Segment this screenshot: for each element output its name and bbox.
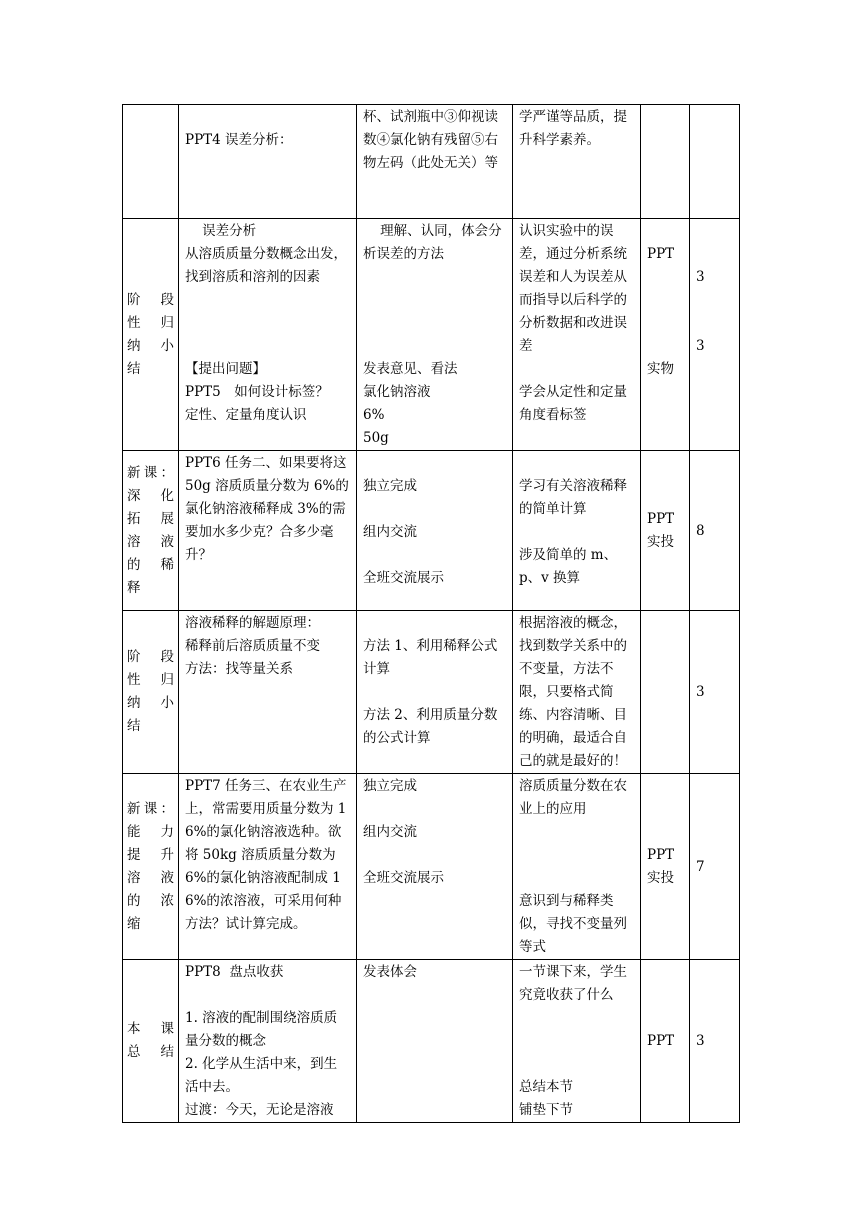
media-cell: PPT: [641, 960, 690, 1123]
content-cell: PPT6 任务二、如果要将这 50g 溶质质量分数为 6%的氯化钠溶液稀释成 3%的需要加水多少克？合多少毫升？: [179, 451, 357, 611]
time-cell: 3: [690, 611, 740, 774]
content-cell: PPT8 盘点收获 1. 溶液的配制围绕溶质质量分数的概念 2. 化学从生活中来，到生活中去。 过渡：今天，无论是溶液: [179, 960, 357, 1123]
time-cell: 8: [690, 451, 740, 611]
student-activity-cell: 独立完成 组内交流 全班交流展示: [357, 451, 513, 611]
table-row: [123, 611, 740, 774]
student-activity-cell: 独立完成 组内交流 全班交流展示: [357, 774, 513, 960]
stage-cell: 阶 段 性 归 纳 小 结: [123, 611, 179, 774]
table-row: [123, 451, 740, 611]
media-cell: PPT 实物: [641, 219, 690, 451]
stage-cell: 本 课 总结: [123, 960, 179, 1123]
media-cell: PPT 实投: [641, 774, 690, 960]
student-activity-cell: 方法 1、利用稀释公式计算 方法 2、利用质量分数的公式计算: [357, 611, 513, 774]
time-cell: 7: [690, 774, 740, 960]
media-cell: PPT 实投: [641, 451, 690, 611]
table-row: [123, 960, 740, 1123]
stage-cell: 新课： 能 力 提 升 溶 液 的 浓 缩: [123, 774, 179, 960]
content-cell: PPT7 任务三、在农业生产上，常需要用质量分数为 16%的氯化钠溶液选种。欲将 50kg 溶质质量分数为 6%的氯化钠溶液配制成 16%的浓溶液，可采用何种方法？试计算完成。: [179, 774, 357, 960]
stage-cell: 新课： 深 化 拓 展 溶 液 的 稀 释: [123, 451, 179, 611]
design-intent-cell: 根据溶液的概念，找到数学关系中的不变量，方法不限，只要格式简练、内容清晰、目的明确，最适合自己的就是最好的！: [513, 611, 641, 774]
stage-cell: [123, 105, 179, 219]
lesson-plan-table: [122, 104, 740, 1123]
content-cell: 溶液稀释的解题原理： 稀释前后溶质质量不变 方法：找等量关系: [179, 611, 357, 774]
design-intent-cell: 学习有关溶液稀释的简单计算 涉及简单的 m、p、v 换算: [513, 451, 641, 611]
design-intent-cell: 一节课下来，学生究竟收获了什么 总结本节 铺垫下节: [513, 960, 641, 1123]
student-activity-cell: 发表体会: [357, 960, 513, 1123]
design-intent-cell: 溶质质量分数在农业上的应用 意识到与稀释类似，寻找不变量列等式: [513, 774, 641, 960]
content-cell: 误差分析 从溶质质量分数概念出发，找到溶质和溶剂的因素 【提出问题】 PPT5 如何设计标签？ 定性、定量角度认识: [179, 219, 357, 451]
design-intent-cell: 认识实验中的误差，通过分析系统误差和人为误差从而指导以后科学的分析数据和改进误差 学会从定性和定量角度看标签: [513, 219, 641, 451]
media-cell: [641, 105, 690, 219]
design-intent-cell: 学严谨等品质，提升科学素养。: [513, 105, 641, 219]
time-cell: [690, 105, 740, 219]
student-activity-cell: 理解、认同，体会分析误差的方法 发表意见、看法 氯化钠溶液 6% 50g: [357, 219, 513, 451]
table-row: [123, 774, 740, 960]
table-row: [123, 105, 740, 219]
time-cell: 3: [690, 960, 740, 1123]
stage-cell: 阶 段 性 归 纳 小 结: [123, 219, 179, 451]
student-activity-cell: 杯、试剂瓶中③仰视读数④氯化钠有残留⑤右物左码（此处无关）等: [357, 105, 513, 219]
time-cell: 3 3: [690, 219, 740, 451]
table-row: [123, 219, 740, 451]
content-cell: PPT4 误差分析：: [179, 105, 357, 219]
media-cell: [641, 611, 690, 774]
